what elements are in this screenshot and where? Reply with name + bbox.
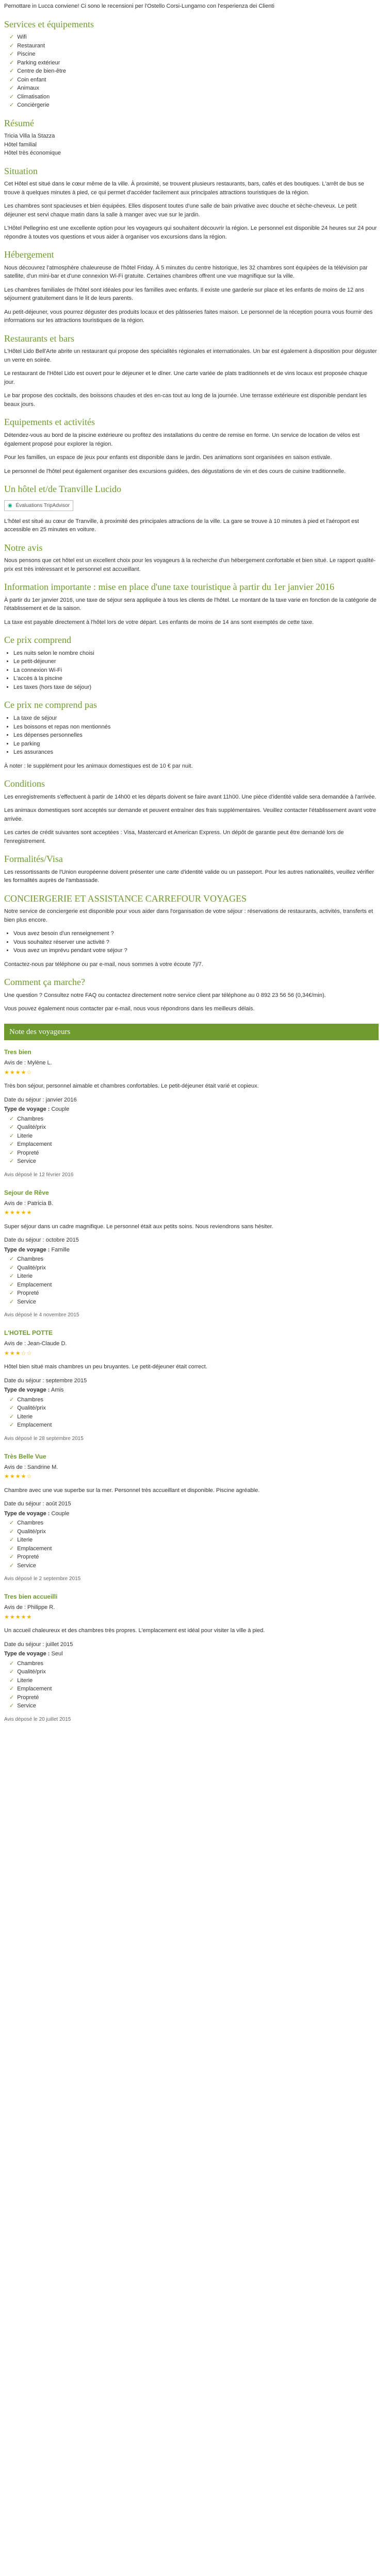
conciergerie-item: • Vous souhaitez réserver une activité ?	[13, 938, 379, 947]
hebergement-heading: Hébergement	[4, 249, 54, 260]
review-aspect-item: ✓ Chambres	[9, 1659, 379, 1668]
review-aspect-item: ✓ Chambres	[9, 1519, 379, 1528]
review-aspect-item: ✓ Literie	[9, 1536, 379, 1545]
conciergerie-heading: CONCIERGERIE ET ASSISTANCE CARREFOUR VOYAGES	[4, 893, 247, 904]
review-aspects-list	[9, 1396, 379, 1430]
ne-comprend-item: • Les assurances	[13, 748, 379, 757]
ne-comprend-item: • Le parking	[13, 740, 379, 749]
review-date: Date du séjour : juillet 2015	[4, 1641, 73, 1648]
service-item: ✓ Coin enfant	[9, 76, 379, 84]
service-item: ✓ Restaurant	[9, 42, 379, 50]
ne-comprend-item: • Les boissons et repas non mentionnés	[13, 723, 379, 732]
formalites-paragraph: Les ressortissants de l'Union européenne doivent présenter une carte d'identité valide ou un passeport. Pour les autres nationalités, veuillez vérifier les formalités auprès de l'ambassade.	[4, 869, 374, 884]
review-trip-value: Couple	[51, 1510, 70, 1517]
resume-line: Hôtel familial	[4, 141, 37, 148]
tripadvisor-label: Évaluations TripAdvisor	[15, 502, 70, 509]
services-list	[9, 33, 379, 110]
review-aspect-item: ✓ Qualité/prix	[9, 1264, 379, 1273]
conditions-heading: Conditions	[4, 778, 45, 789]
review-trip-type	[4, 1246, 379, 1255]
services-heading: Services et équipements	[4, 19, 94, 29]
equipements-heading: Equipements et activités	[4, 417, 95, 428]
conditions-paragraph: Les cartes de crédit suivantes sont acceptées : Visa, Mastercard et American Express. Un dépôt de garantie peut être demandé lors de l'enregistrement.	[4, 829, 344, 844]
situation-heading: Situation	[4, 165, 38, 176]
review-text: Un accueil chaleureux et des chambres très propres. L'emplacement est idéal pour visiter la ville à pied.	[4, 1628, 265, 1634]
situation-paragraph: L'Hôtel Pellegrino est une excellente option pour les voyageurs qui souhaitent découvrir la région. Le personnel est disponible 24 heures sur 24 pour répondre à toutes vos questions et vous aider à organiser vos excursions dans la région.	[4, 225, 377, 240]
review-stars: ★★★★☆	[4, 1069, 32, 1076]
tripadvisor-owl-icon: ◉	[8, 502, 12, 509]
equipements-paragraph: Pour les familles, un espace de jeux pour enfants est disponible dans le jardin. Des animations sont organisées en saison estivale.	[4, 454, 332, 461]
service-item: ✓ Centre de bien-être	[9, 67, 379, 76]
review-aspect-item: ✓ Chambres	[9, 1115, 379, 1124]
review-trip-value: Famille	[51, 1246, 70, 1253]
review-stars: ★★★★★	[4, 1614, 32, 1620]
review-trip-label: Type de voyage :	[4, 1387, 50, 1394]
location-heading: Un hôtel et/de Tranville Lucido	[4, 484, 121, 495]
review-aspect-item: ✓ Propreté	[9, 1149, 379, 1158]
reviews-list	[4, 1047, 379, 1723]
prix-item: • Le petit-déjeuner	[13, 657, 379, 666]
review-title: Tres bien	[4, 1048, 31, 1056]
equipements-paragraph: Détendez-vous au bord de la piscine extérieure ou profitez des installations du centre de remise en forme. Un service de location de vélos est également proposé pour explorer la région.	[4, 432, 360, 447]
notre-avis-paragraph: Nous pensons que cet hôtel est un excellent choix pour les voyageurs à la recherche d'un hébergement confortable et bien situé. Le rapport qualité-prix est très intéressant et le personnel est accueillant.	[4, 557, 376, 572]
review-stars: ★★★☆☆	[4, 1350, 32, 1357]
review-aspect-item: ✓ Chambres	[9, 1396, 379, 1404]
review-posted-date: Avis déposé le 20 juillet 2015	[4, 1716, 71, 1722]
conciergerie-note: Contactez-nous par téléphone ou par e-mail, nous sommes à votre écoute 7j/7.	[4, 961, 203, 968]
conditions-paragraph: Les enregistrements s'effectuent à partir de 14h00 et les départs doivent se faire avant 11h00. Une pièce d'identité valide sera demandée à l'arrivée.	[4, 793, 377, 800]
review-posted-date: Avis déposé le 28 septembre 2015	[4, 1435, 84, 1442]
restaurants-heading: Restaurants et bars	[4, 333, 74, 344]
review-aspect-item: ✓ Literie	[9, 1132, 379, 1141]
comment-paragraph: Vous pouvez également nous contacter par e-mail, nous vous répondrons dans les meilleurs délais.	[4, 1006, 255, 1012]
ne-comprend-list	[13, 714, 379, 757]
prix-item: • Les taxes (hors taxe de séjour)	[13, 683, 379, 692]
review-trip-type	[4, 1386, 379, 1395]
review-item	[4, 1047, 379, 1179]
review-posted-date: Avis déposé le 2 septembre 2015	[4, 1576, 81, 1582]
review-aspects-list	[9, 1519, 379, 1570]
review-date: Date du séjour : septembre 2015	[4, 1377, 87, 1384]
review-text: Très bon séjour, personnel aimable et chambres confortables. Le petit-déjeuner était varié et copieux.	[4, 1083, 259, 1090]
hebergement-paragraph: Au petit-déjeuner, vous pourrez déguster des produits locaux et des pâtisseries faites maison. Le personnel de la réception pourra vous fournir des informations sur les attractions touristiques de la région.	[4, 309, 373, 324]
resume-line: Hôtel très économique	[4, 150, 61, 157]
review-item	[4, 1452, 379, 1583]
review-aspect-item: ✓ Literie	[9, 1676, 379, 1685]
review-stars: ★★★★☆	[4, 1473, 32, 1480]
review-aspect-item: ✓ Chambres	[9, 1255, 379, 1264]
conciergerie-item: • Vous avez besoin d'un renseignement ?	[13, 929, 379, 938]
review-stars: ★★★★★	[4, 1210, 32, 1216]
situation-paragraph: Cet Hôtel est situé dans le cœur même de la ville. À proximité, se trouvent plusieurs restaurants, bars, cafés et des boutiques. L'arrêt de bus se trouve à quelques minutes à pied, ce qui permet d'accéder facilement aux principales attractions touristiques de la région.	[4, 181, 364, 196]
review-text: Hôtel bien situé mais chambres un peu bruyantes. Le petit-déjeuner était correct.	[4, 1364, 207, 1370]
review-aspect-item: ✓ Propreté	[9, 1693, 379, 1702]
review-aspect-item: ✓ Emplacement	[9, 1685, 379, 1693]
notre-avis-heading: Notre avis	[4, 542, 43, 553]
review-text: Super séjour dans un cadre magnifique. Le personnel était aux petits soins. Nous reviendrons sans hésiter.	[4, 1223, 273, 1230]
equipements-paragraph: Le personnel de l'hôtel peut également organiser des excursions guidées, des dégustations de vin et des cours de cuisine traditionnelle.	[4, 468, 346, 474]
review-aspect-item: ✓ Propreté	[9, 1553, 379, 1562]
review-item	[4, 1592, 379, 1723]
info-paragraph: À partir du 1er janvier 2016, une taxe de séjour sera appliquée à tous les clients de l'hôtel. Le montant de la taxe varie en fonction de la catégorie de l'établissement et de la saison.	[4, 597, 377, 612]
ne-comprend-item: • Les dépenses personnelles	[13, 731, 379, 740]
review-aspect-item: ✓ Service	[9, 1562, 379, 1570]
review-date: Date du séjour : octobre 2015	[4, 1237, 79, 1244]
conciergerie-item: • Vous avez un imprévu pendant votre séjour ?	[13, 946, 379, 955]
ne-comprend-heading: Ce prix ne comprend pas	[4, 700, 97, 710]
review-trip-value: Seul	[51, 1651, 63, 1657]
review-date: Date du séjour : août 2015	[4, 1501, 71, 1507]
review-trip-value: Amis	[51, 1387, 64, 1394]
resume-lines	[4, 132, 379, 158]
review-trip-label: Type de voyage :	[4, 1651, 50, 1657]
review-author: Avis de : Philippe R.	[4, 1604, 55, 1611]
restaurants-paragraph: L'Hôtel Lido Bell'Arte abrite un restaurant qui propose des spécialités régionales et internationales. Un bar est également à disposition pour déguster un verre en soirée.	[4, 348, 377, 363]
info-paragraph: La taxe est payable directement à l'hôtel lors de votre départ. Les enfants de moins de 14 ans sont exemptés de cette taxe.	[4, 619, 314, 625]
comment-paragraph: Une question ? Consultez notre FAQ ou contactez directement notre service client par téléphone au 0 892 23 56 56 (0,34€/min).	[4, 992, 326, 998]
review-aspect-item: ✓ Service	[9, 1157, 379, 1166]
review-aspect-item: ✓ Qualité/prix	[9, 1668, 379, 1676]
comment-heading: Comment ça marche?	[4, 977, 85, 988]
service-item: ✓ Animaux	[9, 84, 379, 93]
review-title: Très Belle Vue	[4, 1452, 46, 1460]
hebergement-paragraph: Nous découvrez l'atmosphère chaleureuse de l'hôtel Friday. À 5 minutes du centre historique, les 32 chambres sont équipées de la télévision par satellite, d'un mini-bar et d'une connexion Wi-Fi gratuite. Certaines chambres offrent une vue magnifique sur la ville.	[4, 264, 368, 280]
service-item: ✓ Piscine	[9, 50, 379, 59]
service-item: ✓ Parking extérieur	[9, 59, 379, 67]
review-aspect-item: ✓ Emplacement	[9, 1281, 379, 1290]
review-trip-value: Couple	[51, 1106, 70, 1113]
review-aspect-item: ✓ Literie	[9, 1413, 379, 1421]
review-trip-label: Type de voyage :	[4, 1106, 50, 1113]
review-trip-label: Type de voyage :	[4, 1510, 50, 1517]
tripadvisor-widget[interactable]	[4, 500, 73, 511]
restaurants-paragraph: Le restaurant de l'Hôtel Lido est ouvert pour le déjeuner et le dîner. Une carte variée de plats traditionnels et de vins locaux est proposée chaque jour.	[4, 370, 368, 385]
review-title: L'HOTEL POTTE	[4, 1329, 53, 1337]
ne-comprend-item: • La taxe de séjour	[13, 714, 379, 723]
review-trip-type	[4, 1510, 379, 1518]
prix-item: • L'accès à la piscine	[13, 674, 379, 683]
situation-paragraph: Les chambres sont spacieuses et bien équipées. Elles disposent toutes d'une salle de bain privative avec douche et sèche-cheveux. Le petit déjeuner est servi chaque matin dans la salle à manger avec vue sur le jardin.	[4, 203, 357, 218]
review-trip-type	[4, 1650, 379, 1658]
review-author: Avis de : Mylène L.	[4, 1060, 52, 1066]
review-aspect-item: ✓ Emplacement	[9, 1140, 379, 1149]
review-aspect-item: ✓ Emplacement	[9, 1545, 379, 1553]
location-paragraph: L'hôtel est situé au cœur de Tranville, à proximité des principales attractions de la ville. La gare se trouve à 10 minutes à pied et l'aéroport est accessible en 25 minutes en voiture.	[4, 518, 359, 533]
prix-list	[13, 649, 379, 692]
ne-comprend-note: À noter : le supplément pour les animaux domestiques est de 10 € par nuit.	[4, 762, 193, 769]
resume-heading: Résumé	[4, 117, 34, 128]
service-item: ✓ Climatisation	[9, 93, 379, 101]
review-date: Date du séjour : janvier 2016	[4, 1096, 77, 1103]
review-title: Sejour de Rêve	[4, 1189, 49, 1196]
review-author: Avis de : Sandrine M.	[4, 1464, 58, 1470]
review-aspect-item: ✓ Propreté	[9, 1289, 379, 1298]
review-text: Chambre avec une vue superbe sur la mer. Personnel très accueillant et disponible. Piscine agréable.	[4, 1487, 260, 1494]
review-aspect-item: ✓ Qualité/prix	[9, 1404, 379, 1413]
service-item: ✓ Wifi	[9, 33, 379, 42]
conditions-paragraph: Les animaux domestiques sont acceptés sur demande et peuvent entraîner des frais supplémentaires. Veuillez contacter l'établissement avant votre arrivée.	[4, 807, 377, 822]
review-title: Tres bien accueilli	[4, 1593, 58, 1601]
conciergerie-paragraph: Notre service de conciergerie est disponible pour vous aider dans l'organisation de votre séjour : réservations de restaurants, activités, transferts et bien plus encore.	[4, 908, 373, 923]
service-item: ✓ Concièrgerie	[9, 101, 379, 110]
review-trip-label: Type de voyage :	[4, 1246, 50, 1253]
review-aspect-item: ✓ Service	[9, 1298, 379, 1307]
review-aspect-item: ✓ Service	[9, 1702, 379, 1710]
reviews-heading: Note des voyageurs	[4, 1024, 379, 1041]
prix-item: • Les nuits selon le nombre choisi	[13, 649, 379, 658]
resume-line: Tricia Villa la Stazza	[4, 133, 55, 140]
prix-heading: Ce prix comprend	[4, 635, 71, 646]
review-aspect-item: ✓ Qualité/prix	[9, 1528, 379, 1536]
review-author: Avis de : Jean-Claude D.	[4, 1341, 67, 1347]
review-posted-date: Avis déposé le 12 février 2016	[4, 1172, 74, 1178]
hebergement-paragraph: Les chambres familiales de l'hôtel sont idéales pour les familles avec enfants. Il existe une garderie sur place et les enfants de moins de 12 ans séjournent gratuitement dans le lit de leurs parents.	[4, 286, 364, 302]
prix-item: • La connexion Wi-Fi	[13, 666, 379, 675]
review-posted-date: Avis déposé le 4 novembre 2015	[4, 1312, 79, 1318]
review-author: Avis de : Patricia B.	[4, 1200, 54, 1207]
review-aspects-list	[9, 1659, 379, 1710]
intro-text: Pernottare in Lucca conviene! Ci sono le recensioni per l'Ostello Corsi-Lungarno con l'esperienza dei Clienti	[4, 3, 274, 9]
review-aspect-item: ✓ Emplacement	[9, 1421, 379, 1430]
review-aspects-list	[9, 1255, 379, 1306]
review-aspect-item: ✓ Qualité/prix	[9, 1123, 379, 1132]
review-aspect-item: ✓ Literie	[9, 1272, 379, 1281]
review-aspects-list	[9, 1115, 379, 1166]
conciergerie-list	[13, 929, 379, 955]
review-item	[4, 1328, 379, 1443]
restaurants-paragraph: Le bar propose des cocktails, des boissons chaudes et des en-cas tout au long de la journée. Une terrasse extérieure est disponible pendant les beaux jours.	[4, 393, 367, 408]
info-heading: Information importante : mise en place d'une taxe touristique à partir du 1er janvier 2016	[4, 582, 335, 592]
formalites-heading: Formalités/Visa	[4, 854, 63, 865]
review-trip-type	[4, 1105, 379, 1114]
review-item	[4, 1188, 379, 1319]
